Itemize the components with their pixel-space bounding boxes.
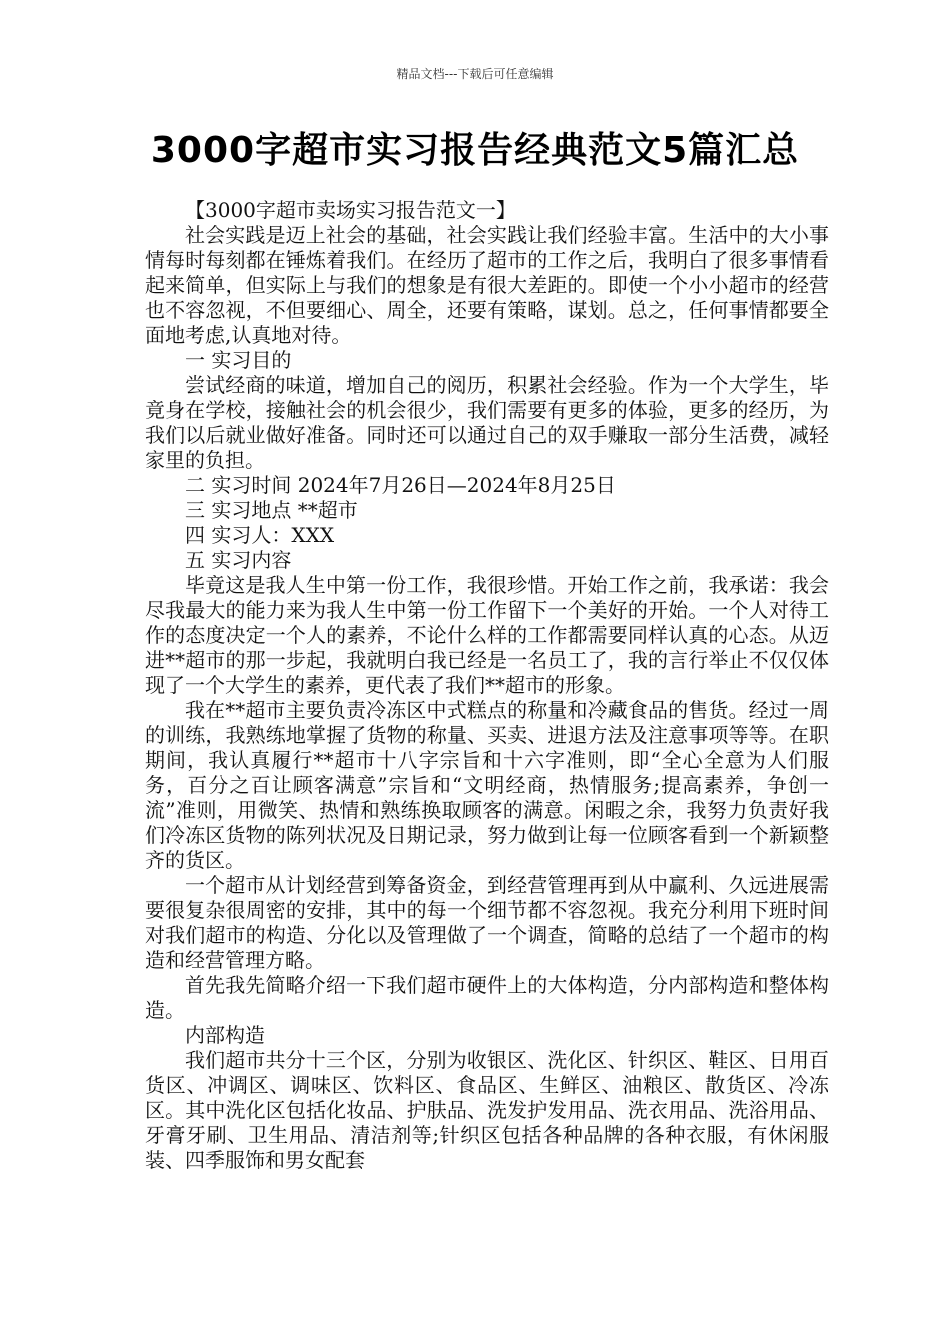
paragraph: 毕竟这是我人生中第一份工作，我很珍惜。开始工作之前，我承诺：我会尽我最大的能力来为我人生中第一份工作留下一个美好的开始。一个人对待工作的态度决定一个人的素养，不论什么样的工作都需要同样认真的心态。从迈进**超市的那一步起，我就明白我已经是一名员工了，我的言行举止不仅仅体现了一个大学生的素养，更代表了我们**超市的形象。 [145, 573, 829, 697]
paragraph: 我在**超市主要负责冷冻区中式糕点的称量和冷藏食品的售货。经过一周的训练，我熟练地掌握了货物的称量、买卖、进退方法及注意事项等等。在职期间，我认真履行**超市十八字宗旨和十六字准则，即“全心全意为人们服务，百分之百让顾客满意”宗旨和“文明经商，热情服务;提高素养，争创一流”准则，用微笑、热情和熟练换取顾客的满意。闲暇之余，我努力负责好我们冷冻区货物的陈列状况及日期记录，努力做到让每一位顾客看到一个新颖整齐的货区。 [145, 698, 829, 872]
document-title: 3000字超市实习报告经典范文5篇汇总 [150, 130, 800, 171]
paragraph: 我们超市共分十三个区，分别为收银区、洗化区、针织区、鞋区、日用百货区、冲调区、调味区、饮料区、食品区、生鲜区、油粮区、散货区、冷冻区。其中洗化区包括化妆品、护肤品、洗发护发用品、洗衣用品、洗浴用品、牙膏牙刷、卫生用品、清洁剂等;针织区包括各种品牌的各种衣服，有休闲服装、四季服饰和男女配套 [145, 1048, 829, 1172]
paragraph: 尝试经商的味道，增加自己的阅历，积累社会经验。作为一个大学生，毕竟身在学校，接触社会的机会很少，我们需要有更多的体验，更多的经历，为我们以后就业做好准备。同时还可以通过自己的双手赚取一部分生活费，减轻家里的负担。 [145, 373, 829, 472]
section-heading: 五 实习内容 [185, 548, 292, 572]
section-heading: 三 实习地点 **超市 [185, 498, 358, 522]
section-heading: 内部构造 [185, 1023, 265, 1047]
section-heading: 二 实习时间 2024年7月26日—2024年8月25日 [185, 473, 616, 497]
section-heading: 【3000字超市卖场实习报告范文一】 [185, 198, 516, 222]
paragraph: 社会实践是迈上社会的基础，社会实践让我们经验丰富。生活中的大小事情每时每刻都在锤炼着我们。在经历了超市的工作之后，我明白了很多事情看起来简单，但实际上与我们的想象是有很大差距的。即使一个小小超市的经营也不容忽视，不但要细心、周全，还要有策略，谋划。总之，任何事情都要全面地考虑,认真地对待。 [145, 223, 829, 347]
section-heading: 四 实习人：XXX [185, 523, 335, 547]
document-body [145, 198, 829, 1173]
paragraph: 首先我先简略介绍一下我们超市硬件上的大体构造，分内部构造和整体构造。 [145, 973, 829, 1022]
paragraph: 一个超市从计划经营到筹备资金，到经营管理再到从中赢利、久远进展需要很复杂很周密的安排，其中的每一个细节都不容忽视。我充分利用下班时间对我们超市的构造、分化以及管理做了一个调查，简略的总结了一个超市的构造和经营管理方略。 [145, 873, 829, 972]
section-heading: 一 实习目的 [185, 348, 292, 372]
header-note: 精品文档---下载后可任意编辑 [396, 67, 554, 81]
